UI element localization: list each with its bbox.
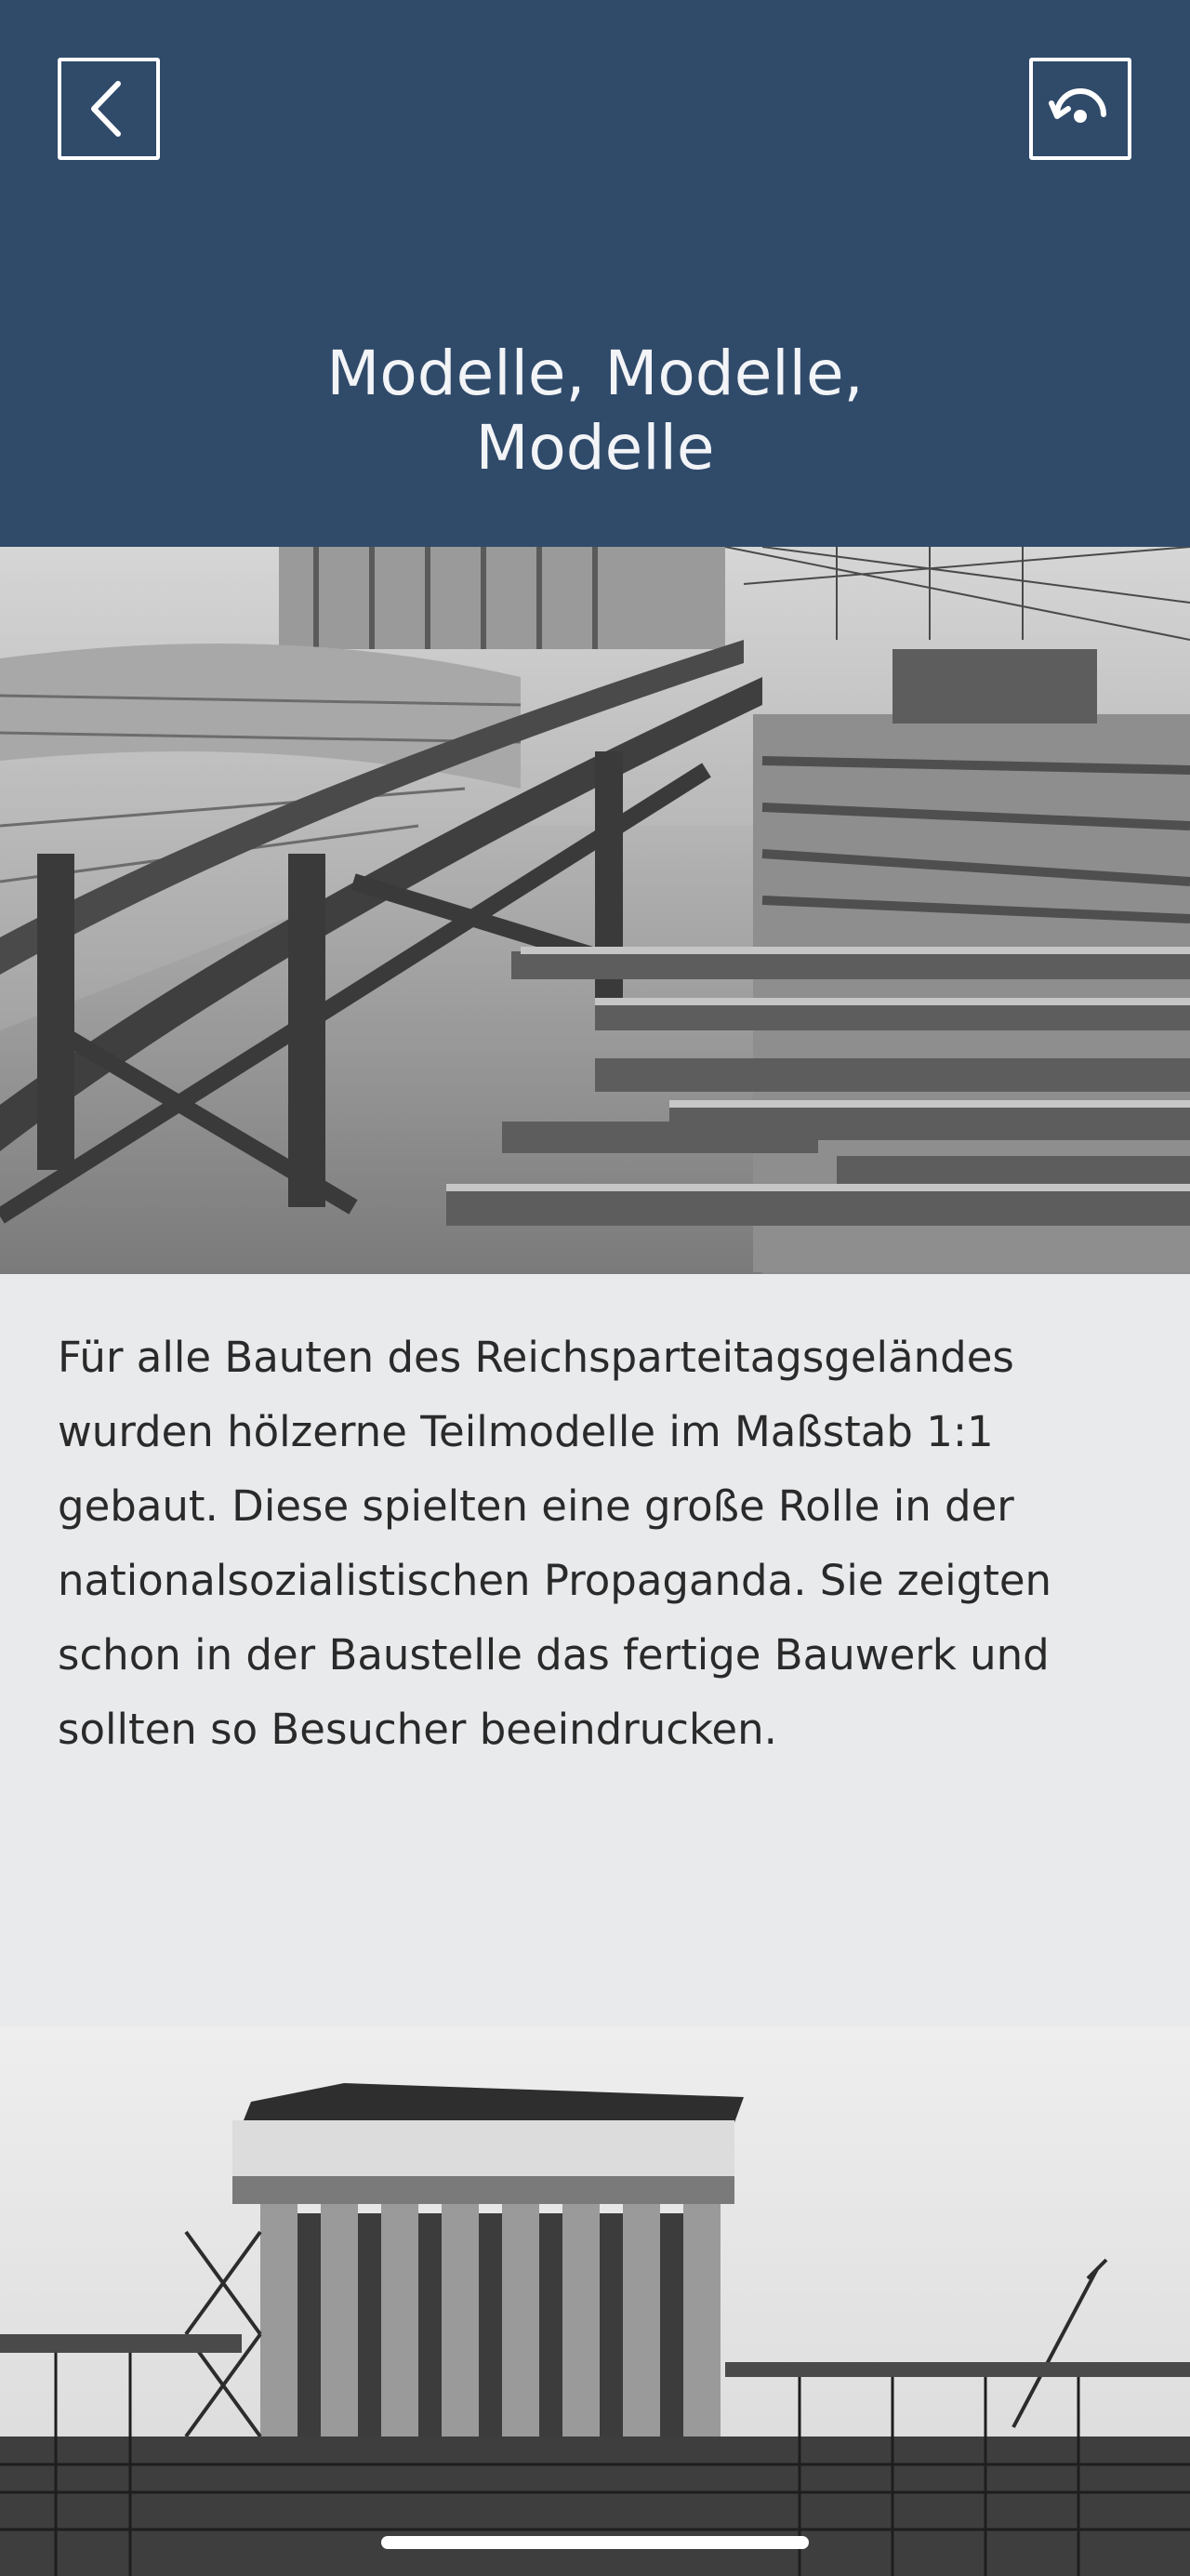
building-model-photo: [0, 2027, 1190, 2576]
back-button[interactable]: [58, 58, 160, 160]
header-bar: [0, 0, 1190, 547]
restart-icon: [1048, 81, 1113, 137]
description-paragraph: Für alle Bauten des Reichsparteitagsgeländes wurden hölzerne Teilmodelle im Maßstab 1:1 gebaut. Diese spielten eine große Rolle in der nationalsozialistischen Propaganda. Sie zeigten schon in der Baustelle das fertige Bauwerk und sollten so Besucher beeindrucken.: [58, 1333, 1052, 1754]
chevron-left-icon: [81, 76, 137, 141]
restart-button[interactable]: [1029, 58, 1131, 160]
construction-wood-model-photo: [0, 547, 1190, 1274]
home-indicator[interactable]: [381, 2536, 809, 2549]
page-title: Modelle, Modelle, Modelle: [326, 338, 864, 484]
